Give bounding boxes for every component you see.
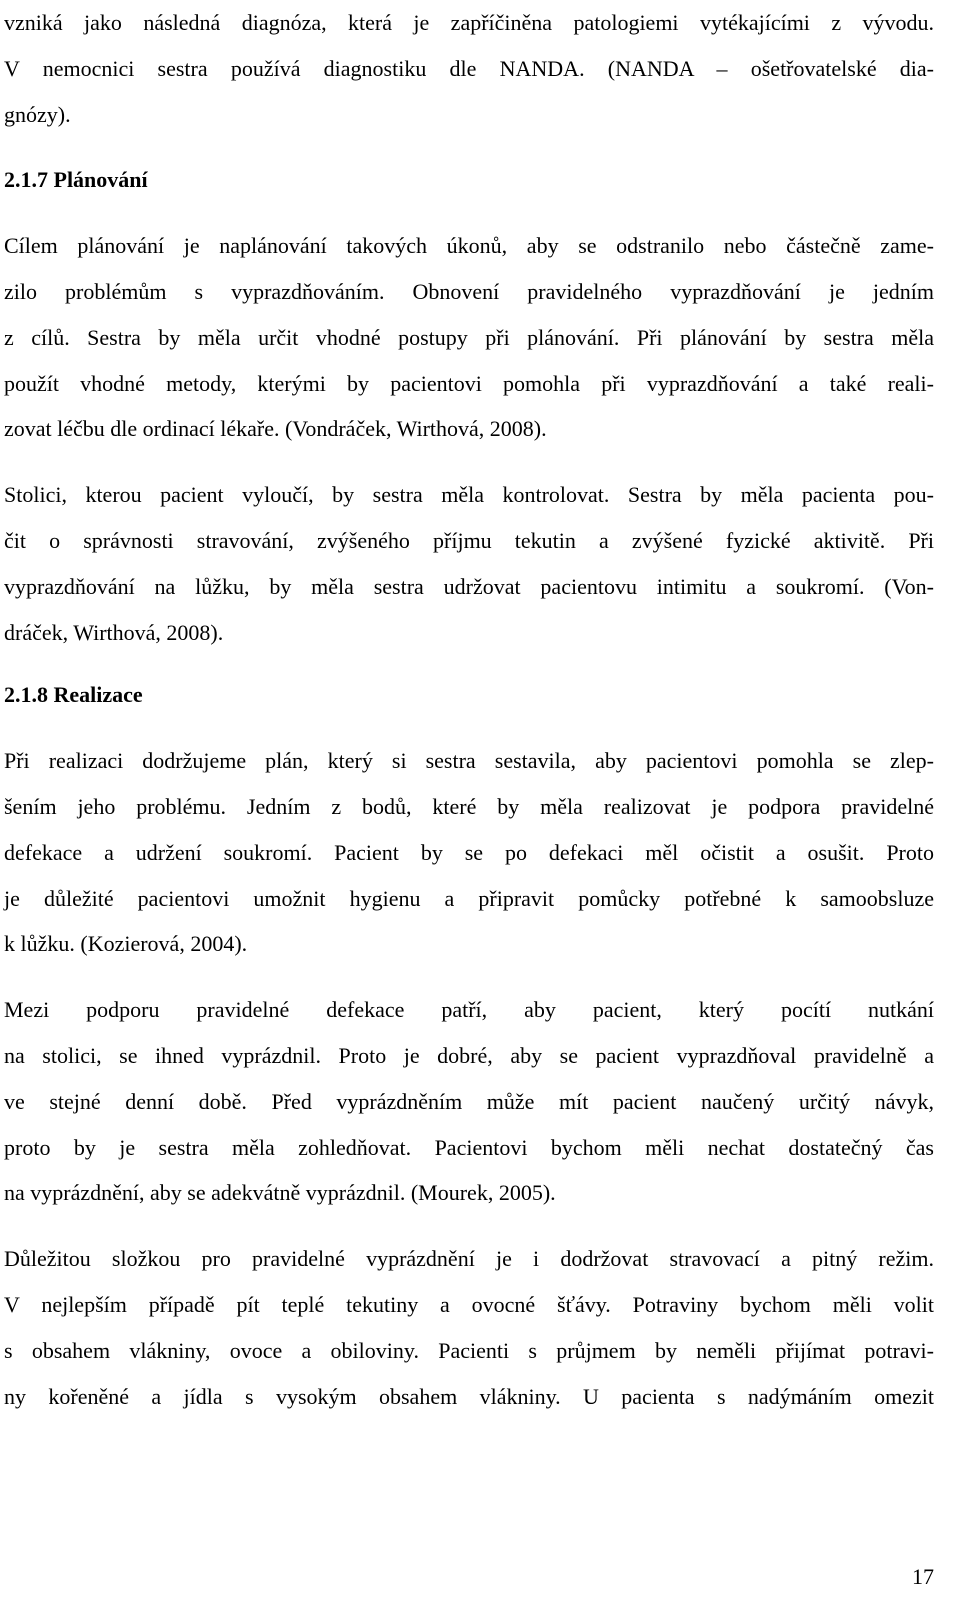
page-number: 17 (912, 1564, 934, 1589)
text-line: na vyprázdnění, aby se adekvátně vyprázdnil. (Mourek, 2005). (4, 1180, 556, 1206)
text-line: Mezi podporu pravidelné defekace patří, aby pacient, který pocítí nutkání (4, 997, 934, 1023)
paragraph-4 (4, 738, 934, 967)
text-line: Stolici, kterou pacient vyloučí, by sestra měla kontrolovat. Sestra by měla pacienta pou- (4, 482, 934, 508)
text-line: je důležité pacientovi umožnit hygienu a připravit pomůcky potřebné k samoobsluze (4, 885, 934, 911)
paragraph-1 (4, 0, 934, 137)
text-line: vzniká jako následná diagnóza, která je zapříčiněna patologiemi vytékajícími z vývodu. (4, 10, 934, 35)
text-line: Důležitou složkou pro pravidelné vyprázdnění je i dodržovat stravovací a pitný režim. (4, 1246, 934, 1272)
paragraph-gap (4, 203, 934, 223)
text-line: čit o správnosti stravování, zvýšeného příjmu tekutin a zvýšené fyzické aktivitě. Při (4, 527, 934, 553)
text-line: na stolici, se ihned vyprázdnil. Proto je dobré, aby se pacient vyprazdňoval pravidelně a (4, 1042, 934, 1068)
text-line: ve stejné denní době. Před vyprázdněním může mít pacient naučený určitý návyk, (4, 1088, 934, 1114)
paragraph-2 (4, 223, 934, 452)
paragraph-gap (4, 655, 934, 672)
text-line: gnózy). (4, 101, 71, 127)
paragraph-gap (4, 1216, 934, 1236)
document-body (4, 0, 934, 1419)
paragraph-3 (4, 472, 934, 655)
text-line: s obsahem vlákniny, ovoce a obiloviny. Pacienti s průjmem by neměli přijímat potravi- (4, 1337, 934, 1363)
paragraph-gap (4, 967, 934, 987)
text-line: Při realizaci dodržujeme plán, který si sestra sestavila, aby pacientovi pomohla se zlep- (4, 748, 934, 774)
text-line: proto by je sestra měla zohledňovat. Pacientovi bychom měli nechat dostatečný čas (4, 1134, 934, 1160)
text-line: zovat léčbu dle ordinací lékaře. (Vondráček, Wirthová, 2008). (4, 416, 547, 442)
text-line: šením jeho problému. Jedním z bodů, které by měla realizovat je podpora pravidelné (4, 793, 934, 819)
text-line: dráček, Wirthová, 2008). (4, 619, 224, 645)
text-line: Cílem plánování je naplánování takových úkonů, aby se odstranilo nebo částečně zame- (4, 233, 934, 259)
text-line: ny kořeněné a jídla s vysokým obsahem vlákniny. U pacienta s nadýmáním omezit (4, 1383, 934, 1409)
section-heading: 2.1.8 Realizace (4, 682, 143, 708)
text-line: použít vhodné metody, kterými by pacientovi pomohla při vyprazdňování a také reali- (4, 370, 934, 396)
text-line: zilo problémům s vyprazdňováním. Obnovení pravidelného vyprazdňování je jedním (4, 278, 934, 304)
section-heading: 2.1.7 Plánování (4, 167, 148, 193)
paragraph-6 (4, 1236, 934, 1419)
paragraph-gap (4, 452, 934, 472)
text-line: defekace a udržení soukromí. Pacient by se po defekaci měl očistit a osušit. Proto (4, 839, 934, 865)
text-line: z cílů. Sestra by měla určit vhodné postupy při plánování. Při plánování by sestra měla (4, 324, 934, 350)
text-line: k lůžku. (Kozierová, 2004). (4, 931, 248, 957)
paragraph-gap (4, 718, 934, 738)
text-line: V nejlepším případě pít teplé tekutiny a ovocné šťávy. Potraviny bychom měli volit (4, 1291, 934, 1317)
paragraph-gap (4, 137, 934, 157)
text-line: vyprazdňování na lůžku, by měla sestra udržovat pacientovu intimitu a soukromí. (Von- (4, 573, 934, 599)
text-line: V nemocnici sestra používá diagnostiku dle NANDA. (NANDA – ošetřovatelské dia- (4, 55, 934, 81)
paragraph-5 (4, 987, 934, 1216)
